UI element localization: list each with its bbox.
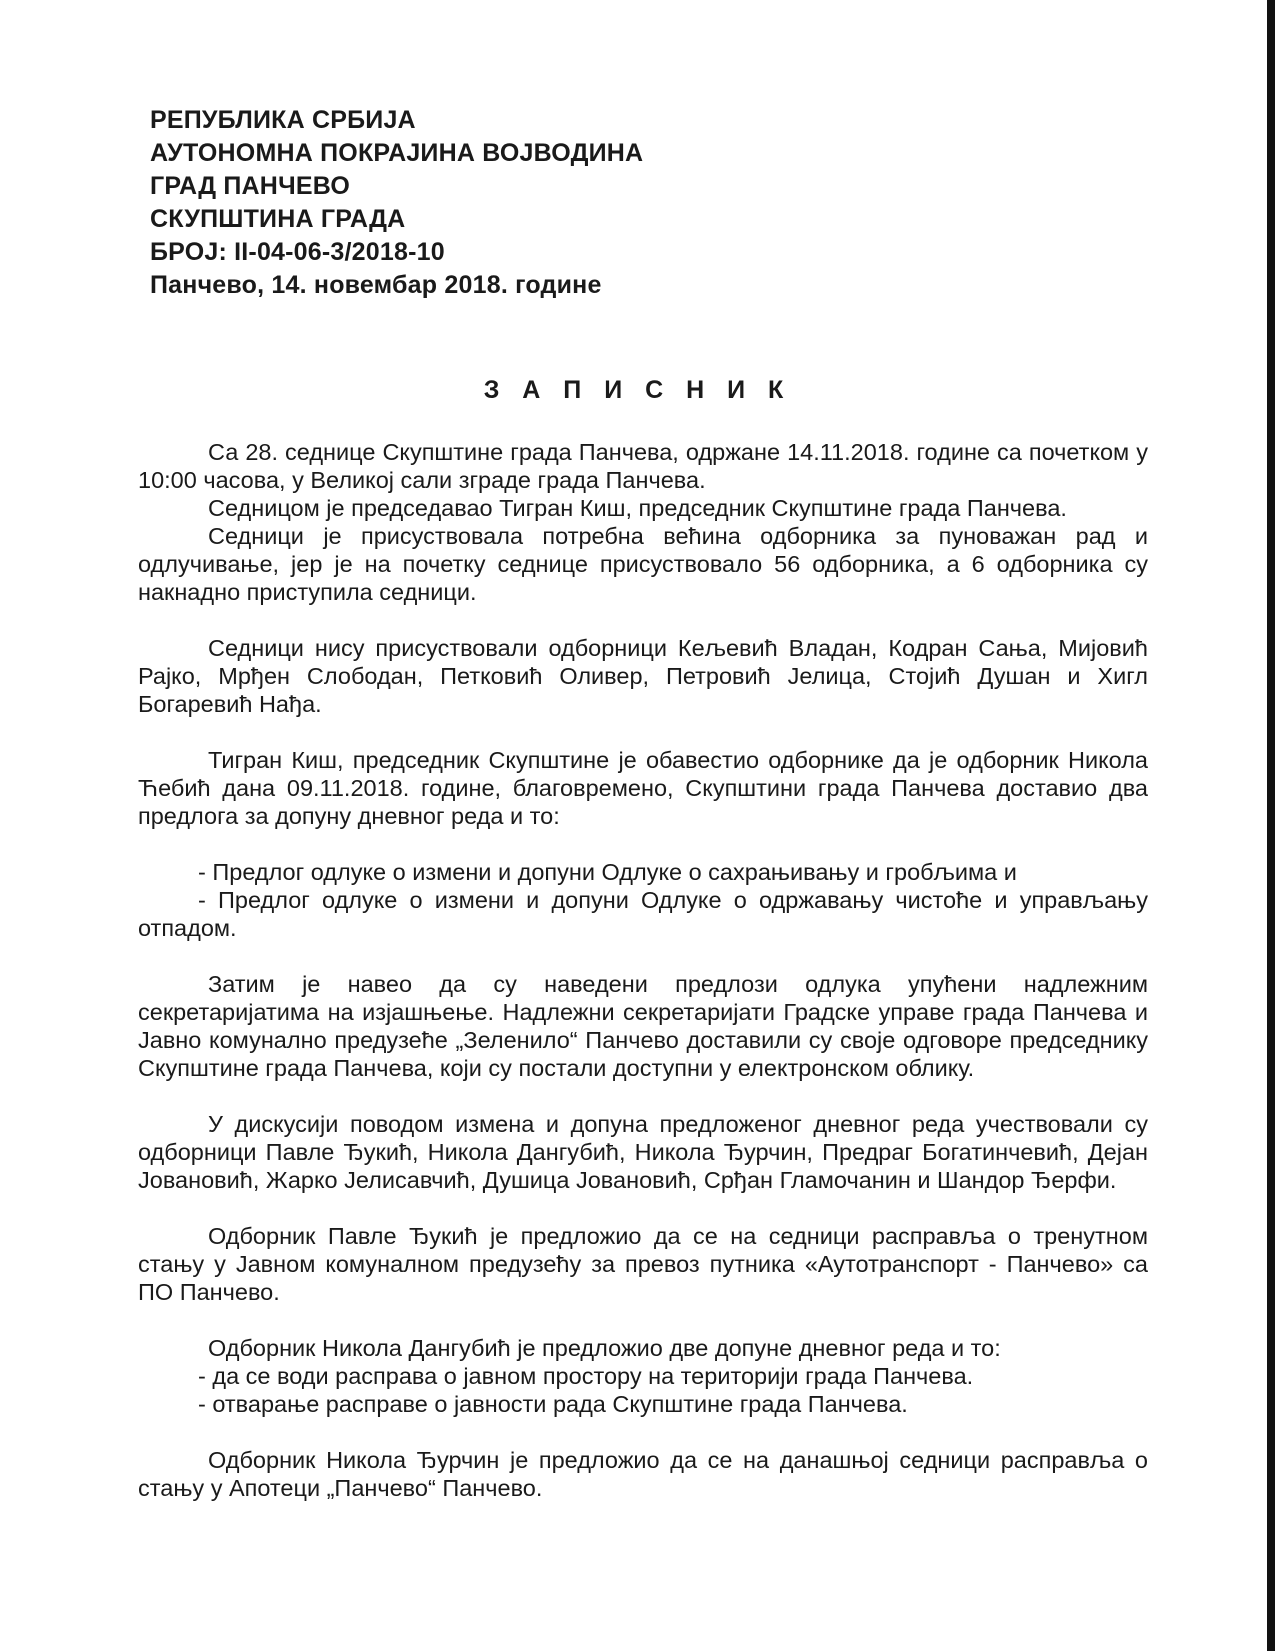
header-province: АУТОНОМНА ПОКРАЈИНА ВОЈВОДИНА [150,139,644,167]
document-body [138,438,1148,1502]
header-country: РЕПУБЛИКА СРБИЈА [150,106,416,134]
scan-border [1267,0,1275,1651]
paragraph-dangubic: Одборник Никола Дангубић је предложио две допуне дневног реда и то: [208,1335,1001,1361]
paragraph-absent: Седници нису присуствовали одборници Кељевић Владан, Кодран Сања, Мијовић Рајко, Мрђен Слободан, Петковић Оливер, Петровић Јелица, Стојић Душан и Хигл Богаревић Нађа. [138,635,1148,717]
paragraph-secretariats: Затим је навео да су наведени предлози одлука упућени надлежним секретаријатима на изјашњење. Надлежни секретаријати Градске управе града Панчева и Јавно комунално предузеће „Зеленило“ Панчево доставили су своје одговоре председнику Скупштине града Панчева, који су постали доступни у електронском облику. [138,971,1148,1081]
paragraph-proposals: Тигран Киш, председник Скупштине је обавестио одборнике да је одборник Никола Ћебић дана 09.11.2018. године, благовремено, Скупштини града Панчева доставио два предлога за допуну дневног реда и то: [138,747,1148,829]
list-item: - Предлог одлуке о измени и допуни Одлуке о сахрањивању и гробљима и [198,859,1017,885]
header-number: БРОЈ: II-04-06-3/2018-10 [150,238,445,266]
document-header [150,104,850,302]
paragraph-djukic: Одборник Павле Ђукић је предложио да се на седници расправља о тренутном стању у Јавном комуналном предузећу за превоз путника «Аутотранспорт - Панчево» са ПО Панчево. [138,1223,1148,1305]
list-item: - отварање расправе о јавности рада Скупштине града Панчева. [198,1391,908,1417]
document-title: З А П И С Н И К [483,376,792,404]
header-assembly: СКУПШТИНА ГРАДА [150,205,406,233]
list-item: - Предлог одлуке о измени и допуни Одлуке о одржавању чистоће и управљању отпадом. [138,887,1148,941]
paragraph-chair: Седницом је председавао Тигран Киш, председник Скупштине града Панчева. [208,495,1067,521]
paragraph-djurcin: Одборник Никола Ђурчин је предложио да се на данашњој седници расправља о стању у Апотеци „Панчево“ Панчево. [138,1447,1148,1501]
paragraph-session: Са 28. седнице Скупштине града Панчева, одржане 14.11.2018. године са почетком у 10:00 часова, у Великој сали зграде града Панчева. [138,439,1148,493]
paragraph-discussion: У дискусији поводом измена и допуна предложеног дневног реда учествовали су одборници Павле Ђукић, Никола Дангубић, Никола Ђурчин, Предраг Богатинчевић, Дејан Јовановић, Жарко Јелисавчић, Душица Јовановић, Срђан Гламочанин и Шандор Ђерфи. [138,1111,1148,1193]
header-city: ГРАД ПАНЧЕВО [150,172,350,200]
paragraph-quorum: Седници је присуствовала потребна већина одборника за пуноважан рад и одлучивање, јер је на почетку седнице присуствовало 56 одборника, а 6 одборника су накнадно приступила седници. [138,523,1148,605]
list-item: - да се води расправа о јавном простору на територији града Панчева. [198,1363,974,1389]
header-date: Панчево, 14. новембар 2018. године [150,271,602,299]
